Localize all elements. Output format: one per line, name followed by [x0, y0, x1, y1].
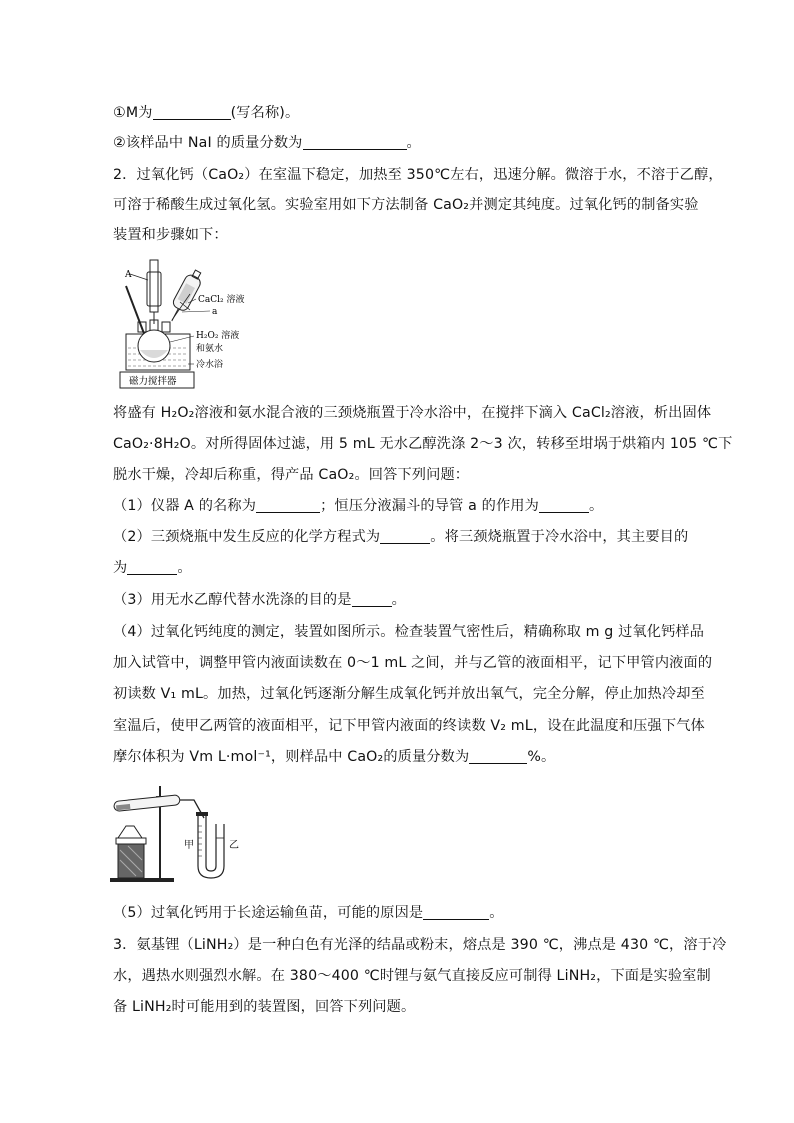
label-jia: 甲	[184, 840, 194, 851]
q1-m-line	[113, 103, 299, 123]
label-cold-bath: 冷水浴	[196, 360, 224, 370]
q2-steps-text: 脱水干燥，冷却后称重，得产品 CaO₂。回答下列问题：	[113, 467, 470, 483]
q2-sub3-line	[113, 590, 406, 610]
q2-sub5-line	[113, 903, 504, 923]
q2-sub4-line-1	[113, 622, 704, 642]
sub4-text: 摩尔体积为 Vm L·mol⁻¹，则样品中 CaO₂的质量分数为	[113, 749, 470, 765]
sub4-text: （4）过氧化钙纯度的测定，装置如图所示。检查装置气密性后，精确称取 m g 过氧化钙样品	[113, 624, 705, 640]
q3-text: 备 LiNH₂时可能用到的装置图，回答下列问题。	[113, 999, 416, 1015]
sub3-suffix: 。	[391, 592, 406, 608]
sub1-suffix: 。	[588, 498, 604, 514]
q1-nai-text: ②该样品中 NaI 的质量分数为	[113, 135, 303, 151]
q2-steps-line-3	[113, 465, 469, 485]
sub2-suffix: 。	[177, 560, 192, 576]
q2-sub2-line-1	[113, 527, 688, 547]
answer-blank	[127, 559, 177, 575]
q3-text: 水，遇热水则强烈水解。在 380～400 ℃时锂与氨气直接反应可制得 LiNH₂，下面是实验室制	[113, 968, 711, 984]
label-ammonia: 和氨水	[196, 344, 224, 354]
answer-blank	[153, 104, 231, 120]
q3-line-2	[113, 966, 711, 986]
q2-steps-text: CaO₂·8H₂O。对所得固体过滤，用 5 mL 无水乙醇洗涤 2～3 次，转移至坩埚于烘箱内 105 ℃下	[113, 436, 733, 452]
q1-m-text: ①M为	[113, 105, 153, 121]
q2-intro-text: 过氧化钙（CaO₂）在室温下稳定，加热至 350℃左右，迅速分解。微溶于水，不溶于乙醇，	[136, 167, 723, 183]
sub4-text: 室温后，使甲乙两管的液面相平，记下甲管内液面的终读数 V₂ mL，设在此温度和压强下气体	[113, 718, 705, 734]
q2-sub4-line-2	[113, 653, 712, 673]
q2-sub4-line-3	[113, 684, 705, 704]
answer-blank	[352, 591, 392, 607]
q3-text: 3．氨基锂（LiNH₂）是一种白色有光泽的结晶或粉末，熔点是 390 ℃，沸点是 430 ℃，溶于冷	[113, 937, 727, 953]
answer-blank	[303, 134, 407, 150]
purity-apparatus-figure	[108, 780, 258, 884]
q2-intro-line-1	[113, 165, 723, 185]
q2-steps-line-2	[113, 434, 732, 454]
label-cacl2: CaCl₂ 溶液	[198, 295, 245, 305]
sub3-text: （3）用无水乙醇代替水洗涤的目的是	[113, 592, 352, 608]
q1-nai-line	[113, 133, 421, 153]
sub4-suffix: %。	[527, 749, 556, 765]
q3-line-1	[113, 935, 726, 955]
sub2-text-mid: 。将三颈烧瓶置于冷水浴中，其主要目的	[430, 529, 689, 545]
q2-steps-text: 将盛有 H₂O₂溶液和氨水混合液的三颈烧瓶置于冷水浴中，在搅拌下滴入 CaCl₂溶液，析出固体	[113, 405, 712, 421]
flask-apparatus-figure	[116, 258, 276, 390]
q2-sub1-line	[113, 496, 603, 516]
sub4-text: 加入试管中，调整甲管内液面读数在 0～1 mL 之间，并与乙管的液面相平，记下甲管内液面的	[113, 655, 713, 671]
q2-intro-text: 装置和步骤如下：	[113, 227, 228, 243]
q2-intro-line-2	[113, 195, 699, 215]
q2-sub4-line-5	[113, 747, 555, 767]
label-stirrer: 磁力搅拌器	[129, 376, 177, 387]
sub5-suffix: 。	[489, 905, 504, 921]
sub4-text: 初读数 V₁ mL。加热，过氧化钙逐渐分解生成氧化钙并放出氧气，完全分解，停止加热冷却至	[113, 686, 705, 702]
label-small-a: a	[212, 307, 218, 317]
sub5-text: （5）过氧化钙用于长途运输鱼苗，可能的原因是	[113, 905, 424, 921]
label-a: A	[125, 270, 132, 280]
answer-blank	[380, 528, 430, 544]
question-number: 2．	[113, 167, 137, 183]
q1-nai-suffix: 。	[406, 135, 421, 151]
answer-blank	[539, 497, 589, 513]
answer-blank	[256, 497, 320, 513]
sub2-text: 为	[113, 560, 128, 576]
q3-line-3	[113, 997, 415, 1017]
label-h2o2: H₂O₂ 溶液	[196, 331, 240, 341]
sub1-text: （1）仪器 A 的名称为	[113, 498, 257, 514]
answer-blank	[423, 904, 489, 920]
q2-steps-line-1	[113, 403, 711, 423]
answer-blank	[469, 748, 527, 764]
sub1-text-mid: ；恒压分液漏斗的导管 a 的作用为	[320, 498, 539, 514]
label-yi: 乙	[229, 840, 239, 851]
q2-sub2-line-2	[113, 558, 192, 578]
q2-intro-line-3	[113, 225, 228, 245]
q2-intro-text: 可溶于稀酸生成过氧化氢。实验室用如下方法制备 CaO₂并测定其纯度。过氧化钙的制备实验	[113, 197, 699, 213]
q1-m-suffix: (写名称)。	[230, 105, 300, 121]
q2-sub4-line-4	[113, 716, 705, 736]
sub2-text: （2）三颈烧瓶中发生反应的化学方程式为	[113, 529, 381, 545]
